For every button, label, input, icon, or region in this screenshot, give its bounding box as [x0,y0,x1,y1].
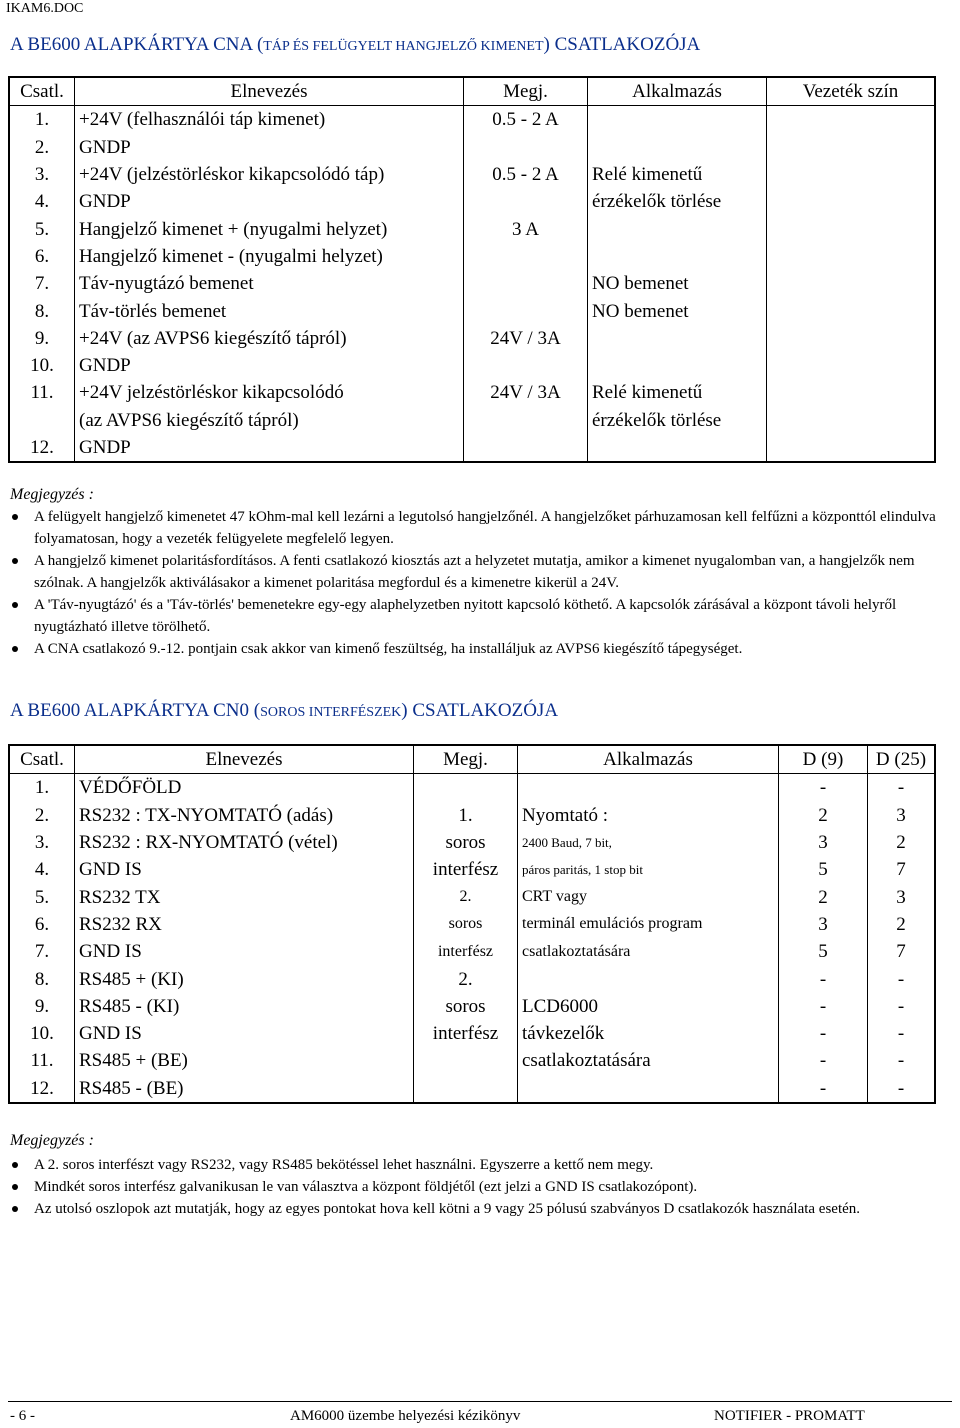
table-cell: RS232 TX [75,883,414,910]
table-row [9,325,935,352]
table-cell: RS485 - (BE) [75,1075,414,1103]
table-cell: +24V (jelzéstörléskor kikapcsolódó táp) [75,161,464,188]
table-cell: LCD6000 [518,993,779,1020]
table-cell: +24V (felhasználói táp kimenet) [75,106,464,134]
table-cell: (az AVPS6 kiegészítő tápról) [75,407,464,434]
table-cell: +24V (az AVPS6 kiegészítő tápról) [75,325,464,352]
table-row [9,802,935,829]
table-cell [767,379,936,406]
column-header: D (9) [779,745,868,774]
table-cell: GND IS [75,856,414,883]
table-row [9,134,935,161]
table-row [9,938,935,965]
table-cell: RS485 + (BE) [75,1047,414,1074]
section2-title-end: ) CSATLAKOZÓJA [401,700,559,721]
table-cell: Relé kimenetű [588,379,767,406]
list-item: A CNA csatlakozó 9.-12. pontjain csak akkor van kimenő feszültség, ha installáljuk az AVPS6 kiegészítő tápegységet. [10,638,956,660]
table-cell [767,134,936,161]
table-cell: - [897,1077,905,1099]
column-header: Csatl. [9,77,75,106]
page-number: - 6 - [10,1408,35,1424]
table-cell: 10. [9,352,75,379]
table-cell [767,352,936,379]
table-row [9,1047,935,1074]
table-row [9,161,935,188]
column-header: Megj. [464,77,588,106]
table-cell: 2. [9,802,75,829]
table-header-row [9,77,935,106]
table-cell [464,407,588,434]
list-item: Az utolsó oszlopok azt mutatják, hogy az egyes pontokat hova kell kötni a 9 vagy 25 pólusú szabványos D csatlakozók használata esetén. [10,1198,956,1220]
table-cell [464,134,588,161]
table-cell: 2. [414,883,518,910]
table-cell: 5 [779,856,868,883]
table-cell: távkezelők [518,1020,779,1047]
table-row [9,965,935,992]
table-cell: 12. [9,1075,75,1103]
table-cell: 3 A [464,215,588,242]
table-cell: interfész [414,938,518,965]
table-cell: interfész [414,856,518,883]
table-cell: RS232 : TX-NYOMTATÓ (adás) [75,802,414,829]
table-cell: csatlakoztatására [518,1047,779,1074]
table-cell: 0.5 - 2 A [464,106,588,134]
table-cell: 8. [9,965,75,992]
table-cell: RS232 : RX-NYOMTATÓ (vétel) [75,829,414,856]
table-cell: 7 [896,859,906,881]
table-cell: 0.5 - 2 A [464,161,588,188]
table-cell: RS485 + (KI) [75,965,414,992]
table-cell [767,407,936,434]
table-cell [588,106,767,134]
table-cell: 6. [9,911,75,938]
table-cell: 1. [9,774,75,802]
column-header: Vezeték szín [767,77,936,106]
notes-list [10,1154,956,1220]
table-cell: 4. [9,856,75,883]
table-cell: VÉDŐFÖLD [75,774,414,802]
table-cell: - [897,1050,905,1072]
table-cell: páros paritás, 1 stop bit [518,856,779,883]
list-item: A 2. soros interfészt vagy RS232, vagy RS485 bekötéssel lehet használni. Egyszerre a kettő nem megy. [10,1154,956,1176]
section2-title-main: A BE600 ALAPKÁRTYA CN0 ( [10,700,261,721]
table-cell: 1. [9,106,75,134]
table-row [9,270,935,297]
table-row [9,243,935,270]
table-cell [464,352,588,379]
table-cell: 5 [779,938,868,965]
table-cell: NO bemenet [588,297,767,324]
manual-title: AM6000 üzembe helyezési kézikönyv [290,1408,521,1424]
table-row [9,1020,935,1047]
table-cell [414,1047,518,1074]
table-cell: 7 [896,941,906,963]
table-cell [767,106,936,134]
table-cell: - [897,777,905,799]
table-cell: 5. [9,883,75,910]
table-cell [588,352,767,379]
list-item: A 'Táv-nyugtázó' és a 'Táv-törlés' bemenetekre egy-egy alaphelyzetben nyitott kapcsoló köthető. A kapcsolók zárásával a központ távoli helyről nyugtázható illetve törölhető. [10,594,956,638]
table-cell: GNDP [75,188,464,215]
table-cell: GND IS [75,938,414,965]
table-cell: érzékelők törlése [588,188,767,215]
table-row [9,856,935,883]
table-cell: 3. [9,161,75,188]
table-cell [518,774,779,802]
table-cell: RS232 RX [75,911,414,938]
table-cell: 2 [779,802,868,829]
table-cell [767,434,936,462]
table-cell: CRT vagy [518,883,779,910]
table-row [9,434,935,462]
table-cell [767,161,936,188]
section1-title-main: A BE600 ALAPKÁRTYA CNA ( [10,34,264,55]
table-cell [588,215,767,242]
column-header: D (25) [868,745,936,774]
document-filename: IKAM6.DOC [6,1,84,16]
table-cell: 12. [9,434,75,462]
company-name: NOTIFIER - PROMATT [714,1408,865,1424]
table-cell: 6. [9,243,75,270]
table-cell: 9. [9,325,75,352]
section1-title [10,34,700,56]
table-cell: 3 [779,911,868,938]
table-cell: 11. [9,1047,75,1074]
column-header: Megj. [414,745,518,774]
table-cell [464,188,588,215]
table-row [9,297,935,324]
table-cell: Hangjelző kimenet - (nyugalmi helyzet) [75,243,464,270]
table-cell: soros [414,911,518,938]
table-row [9,774,935,802]
table-row [9,829,935,856]
table-cell: 11. [9,379,75,406]
footer-divider [8,1401,952,1402]
section1-title-sub: TÁP ÉS FELÜGYELT HANGJELZŐ KIMENET [263,39,544,54]
notes-label: Megjegyzés : [10,1132,94,1149]
column-header: Elnevezés [75,745,414,774]
table-cell: GND IS [75,1020,414,1047]
table-cell: 3 [779,829,868,856]
table-cell [414,1075,518,1103]
table-cell: - [897,1023,905,1045]
table-cell: 2. [9,134,75,161]
notes-list [10,506,956,660]
table-cell: 3 [896,804,906,826]
table-cell: 2. [414,965,518,992]
table-cell: Nyomtató : [518,802,779,829]
table-cell [464,270,588,297]
table-cell: 24V / 3A [464,379,588,406]
table-cell [518,1075,779,1103]
table-cell: soros [414,993,518,1020]
table-cell [767,297,936,324]
table-row [9,883,935,910]
table-cell: 7. [9,270,75,297]
list-item: A hangjelző kimenet polaritásfordításos. A fenti csatlakozó kiosztás azt a helyzetet mutatja, amikor a kimenet nyugalomban van, a hangjelzők nem szólnak. A hangjelzők aktiválásakor a kimenet polaritása megfordul és a kimenetre kikerül a 24V. [10,550,956,594]
table-cell: 2 [896,832,906,854]
table-cell [767,325,936,352]
table-cell: NO bemenet [588,270,767,297]
table-cell: - [779,1020,868,1047]
table-cell [767,270,936,297]
table-row [9,1075,935,1103]
table-cell [464,297,588,324]
table-cell: érzékelők törlése [588,407,767,434]
table-cell: GNDP [75,434,464,462]
table-cell: - [779,1075,868,1103]
column-header: Alkalmazás [588,77,767,106]
table-cell: - [779,965,868,992]
section2-title-sub: SOROS INTERFÉSZEK [260,705,402,720]
table-cell: 2400 Baud, 7 bit, [518,829,779,856]
table-cell: 5. [9,215,75,242]
table-cell: GNDP [75,134,464,161]
table-cell: GNDP [75,352,464,379]
table-cell: 4. [9,188,75,215]
table-cell: - [897,968,905,990]
table-cell: 2 [896,913,906,935]
table-cell [464,434,588,462]
table-cell [518,965,779,992]
table-cell: 1. [414,802,518,829]
table-cell: 10. [9,1020,75,1047]
cna-connector-table [8,76,936,463]
table-cell: terminál emulációs program [518,911,779,938]
table-cell: 3. [9,829,75,856]
column-header: Csatl. [9,745,75,774]
column-header: Alkalmazás [518,745,779,774]
table-cell [588,434,767,462]
table-cell: 8. [9,297,75,324]
table-cell [9,407,75,434]
column-header: Elnevezés [75,77,464,106]
table-row [9,993,935,1020]
table-cell [588,134,767,161]
list-item: Mindkét soros interfész galvanikusan le van választva a központ földjétől (ezt jelzi a GND IS csatlakozópont). [10,1176,956,1198]
table-row [9,215,935,242]
table-row [9,188,935,215]
table-row [9,379,935,406]
table-cell [767,243,936,270]
table-cell: Hangjelző kimenet + (nyugalmi helyzet) [75,215,464,242]
notes-label: Megjegyzés : [10,486,94,503]
list-item: A felügyelt hangjelző kimenetet 47 kOhm-mal kell lezárni a legutolsó hangjelzőnél. A hangjelzőket párhuzamosan kell felfűzni a központtól elindulva folyamatosan, hogy a vezeték felügyelete megfelelő legyen. [10,506,956,550]
table-cell: Táv-nyugtázó bemenet [75,270,464,297]
table-cell [767,215,936,242]
table-cell: - [779,774,868,802]
table-cell [588,243,767,270]
table-cell: Relé kimenetű [588,161,767,188]
table-cell [767,188,936,215]
table-cell: soros [414,829,518,856]
table-cell: 24V / 3A [464,325,588,352]
table-cell: - [779,993,868,1020]
section2-title [10,700,558,722]
table-header-row [9,745,935,774]
table-row [9,407,935,434]
table-cell: RS485 - (KI) [75,993,414,1020]
table-row [9,352,935,379]
table-cell: 2 [779,883,868,910]
table-row [9,911,935,938]
table-cell: 3 [896,886,906,908]
table-cell [588,325,767,352]
table-cell: 7. [9,938,75,965]
table-cell [464,243,588,270]
table-cell: - [779,1047,868,1074]
table-row [9,106,935,134]
table-cell: interfész [414,1020,518,1047]
table-cell: Táv-törlés bemenet [75,297,464,324]
table-cell: csatlakoztatására [518,938,779,965]
cn0-connector-table [8,744,936,1104]
table-cell [414,774,518,802]
table-cell: +24V jelzéstörléskor kikapcsolódó [75,379,464,406]
table-cell: - [897,995,905,1017]
section1-title-end: ) CSATLAKOZÓJA [543,34,701,55]
table-cell: 9. [9,993,75,1020]
